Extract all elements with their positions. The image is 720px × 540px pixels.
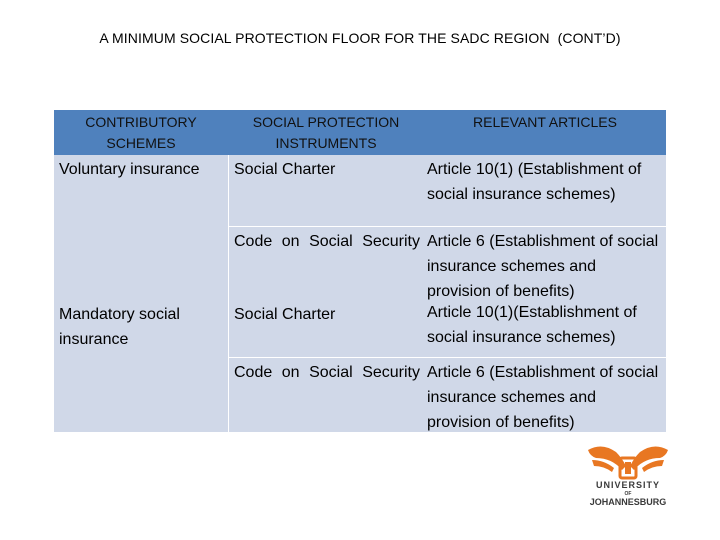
university-crest-icon [582, 440, 674, 480]
logo-text-of: OF [624, 491, 632, 497]
scheme-mandatory-insurance: Mandatory social insurance [54, 300, 228, 432]
instrument-code-social-security-1: Code on Social Security [228, 226, 424, 300]
instrument-social-charter-1: Social Charter [228, 155, 424, 226]
header-contributory-schemes: CONTRIBUTORY SCHEMES [54, 110, 228, 155]
article-10-1-a: Article 10(1) (Establishment of social insurance schemes) [424, 155, 666, 226]
header-relevant-articles: RELEVANT ARTICLES [424, 110, 666, 155]
article-6-b: Article 6 (Establishment of social insurance schemes and provision of benefits) [424, 357, 666, 432]
scheme-voluntary-insurance: Voluntary insurance [54, 155, 228, 300]
logo-text-university: UNIVERSITY [595, 480, 660, 490]
instrument-code-social-security-2: Code on Social Security [228, 357, 424, 432]
slide-title: A MINIMUM SOCIAL PROTECTION FLOOR FOR THE SADC REGION (CONT’D) [99, 30, 621, 46]
instrument-social-charter-2: Social Charter [228, 300, 424, 357]
article-10-1-b: Article 10(1)(Establishment of social insurance schemes) [424, 300, 666, 357]
university-logo [582, 440, 674, 520]
article-6-a: Article 6 (Establishment of social insurance schemes and provision of benefits) [424, 226, 666, 300]
header-instruments: SOCIAL PROTECTION INSTRUMENTS [228, 110, 424, 155]
logo-text-johannesburg: JOHANNESBURG [589, 497, 667, 507]
